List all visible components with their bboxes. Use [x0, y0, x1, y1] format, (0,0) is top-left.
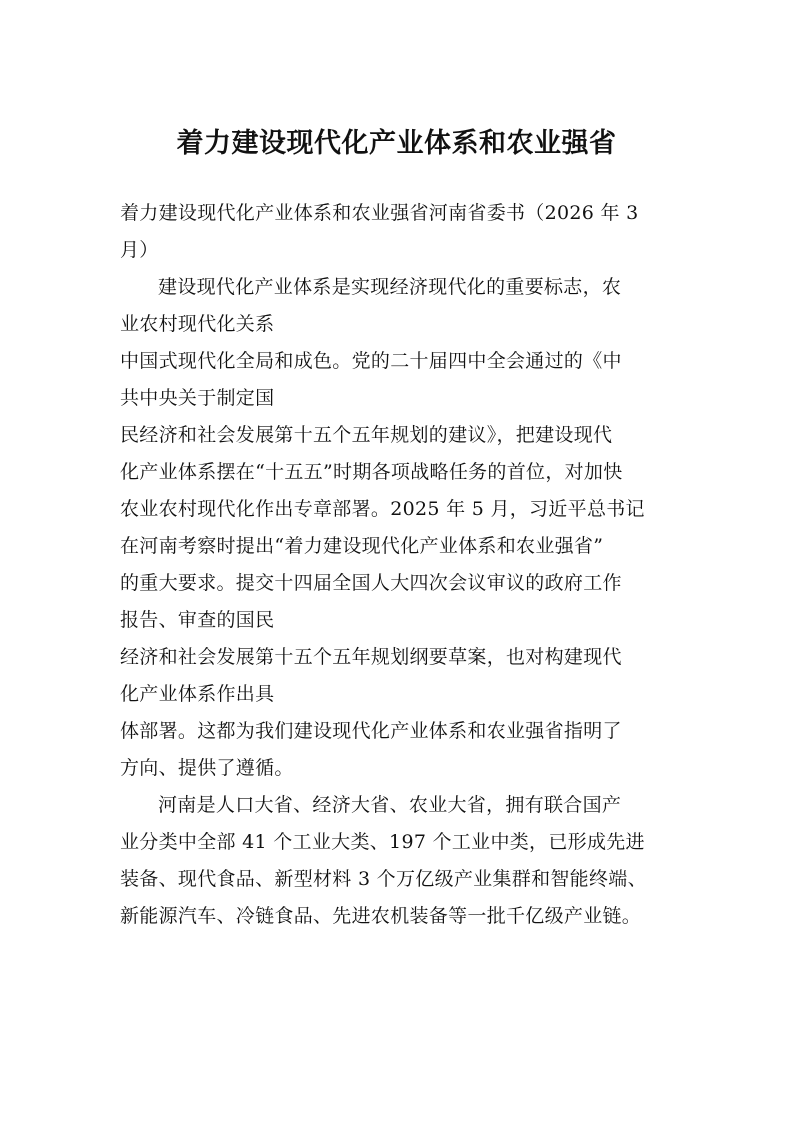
paragraph-line: 装备、现代食品、新型材料 3 个万亿级产业集群和智能终端、 [120, 868, 647, 890]
paragraph-line: 的重大要求。提交十四届全国人大四次会议审议的政府工作 [120, 572, 622, 594]
paragraph-line: 新能源汽车、冷链食品、先进农机装备等一批千亿级产业链。 [120, 905, 642, 927]
paragraph-line: 化产业体系作出具 [120, 683, 275, 705]
subtitle-line: 月） [120, 239, 159, 261]
paragraph-line: 农业农村现代化作出专章部署。2025 年 5 月，习近平总书记 [120, 498, 645, 520]
paragraph-line: 河南是人口大省、经济大省、农业大省，拥有联合国产 [158, 794, 622, 816]
subtitle-line: 着力建设现代化产业体系和农业强省河南省委书（2026 年 3 [120, 202, 639, 224]
paragraph-line: 民经济和社会发展第十五个五年规划的建议》，把建设现代 [120, 424, 613, 446]
paragraph-line: 体部署。这都为我们建设现代化产业体系和农业强省指明了 [120, 720, 622, 742]
paragraph-line: 经济和社会发展第十五个五年规划纲要草案，也对构建现代 [120, 646, 622, 668]
paragraph-line: 共中央关于制定国 [120, 387, 275, 409]
paragraph-line: 业农村现代化关系 [120, 313, 275, 335]
paragraph-line: 方向、提供了遵循。 [120, 757, 294, 779]
paragraph-line: 报告、审查的国民 [120, 609, 275, 631]
paragraph-line: 业分类中全部 41 个工业大类、197 个工业中类，已形成先进 [120, 831, 645, 853]
paragraph-line: 化产业体系摆在“十五五”时期各项战略任务的首位，对加快 [120, 461, 623, 483]
document-title: 着力建设现代化产业体系和农业强省 [176, 128, 617, 159]
document-body [120, 195, 676, 935]
paragraph-line: 在河南考察时提出“着力建设现代化产业体系和农业强省” [120, 535, 604, 557]
paragraph-line: 建设现代化产业体系是实现经济现代化的重要标志，农 [158, 276, 622, 298]
paragraph-line: 中国式现代化全局和成色。党的二十届四中全会通过的《中 [120, 350, 622, 372]
